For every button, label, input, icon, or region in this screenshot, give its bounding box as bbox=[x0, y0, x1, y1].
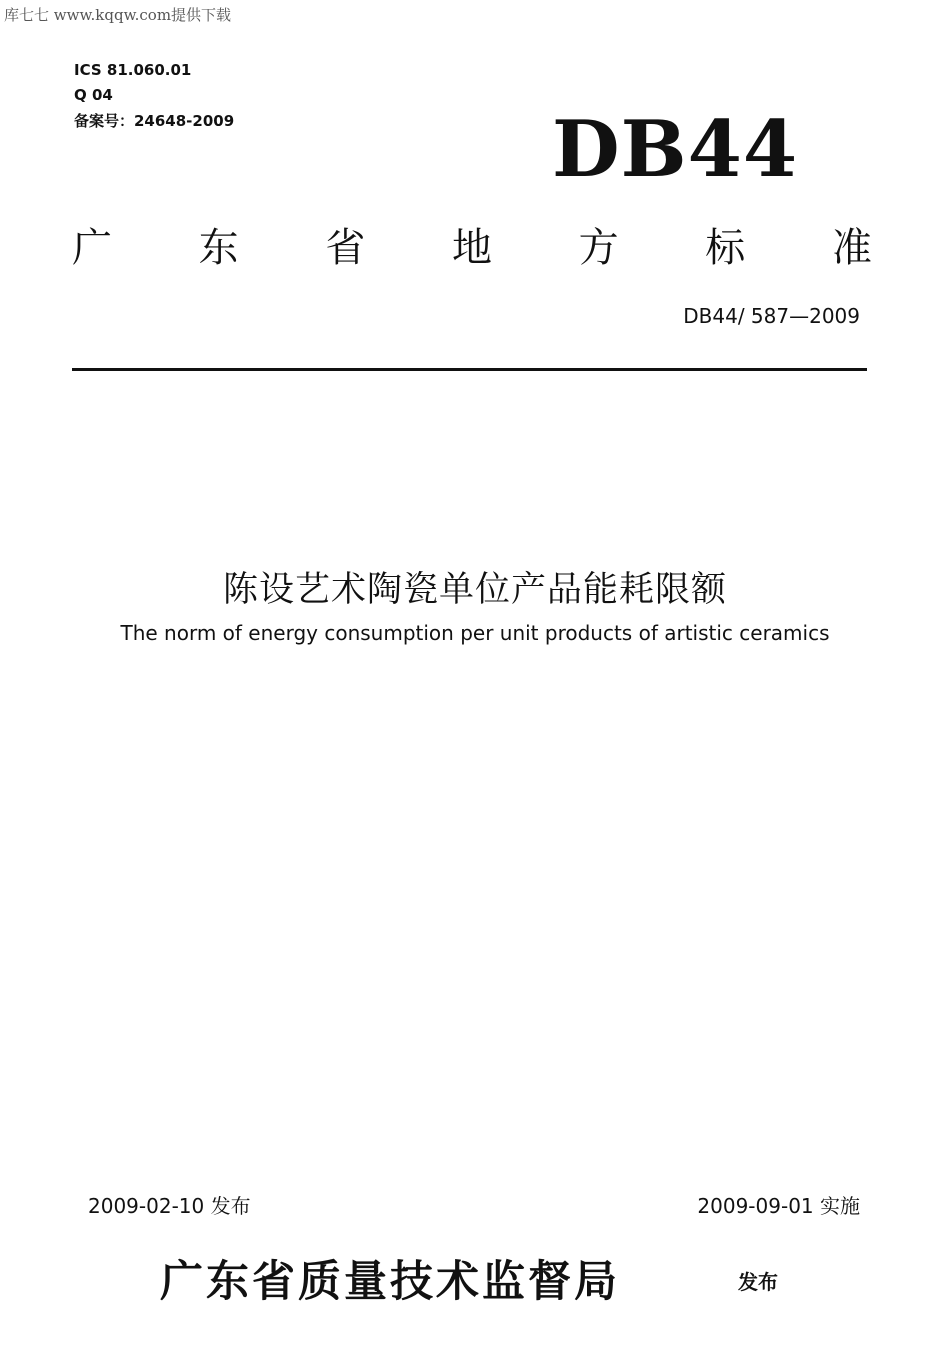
issuing-authority-suffix: 发布 bbox=[738, 1270, 778, 1294]
document-title-english: The norm of energy consumption per unit products of artistic ceramics bbox=[120, 621, 830, 645]
issuing-authority: 广东省质量技术监督局 bbox=[160, 1257, 620, 1307]
watermark-text: 库七七 www.kqqw.com提供下载 bbox=[4, 6, 232, 24]
standard-category-title bbox=[72, 216, 872, 273]
title-char: 准 bbox=[831, 225, 872, 271]
title-char: 省 bbox=[325, 225, 366, 271]
title-char: 东 bbox=[198, 225, 239, 271]
record-number: 备案号：24648-2009 bbox=[74, 112, 235, 130]
implementation-date: 2009-09-01 实施 bbox=[697, 1194, 860, 1218]
db44-logo: DB44 bbox=[552, 104, 799, 195]
title-char: 方 bbox=[578, 225, 619, 271]
standard-code: DB44/ 587—2009 bbox=[683, 304, 860, 328]
ics-code: ICS 81.060.01 bbox=[74, 61, 192, 79]
issue-date: 2009-02-10 发布 bbox=[88, 1194, 251, 1218]
classification-code: Q 04 bbox=[74, 86, 113, 104]
document-title-chinese: 陈设艺术陶瓷单位产品能耗限额 bbox=[222, 570, 727, 610]
header-divider bbox=[72, 368, 867, 371]
title-char: 标 bbox=[705, 225, 746, 271]
title-char: 地 bbox=[451, 225, 492, 271]
title-char: 广 bbox=[72, 225, 112, 271]
